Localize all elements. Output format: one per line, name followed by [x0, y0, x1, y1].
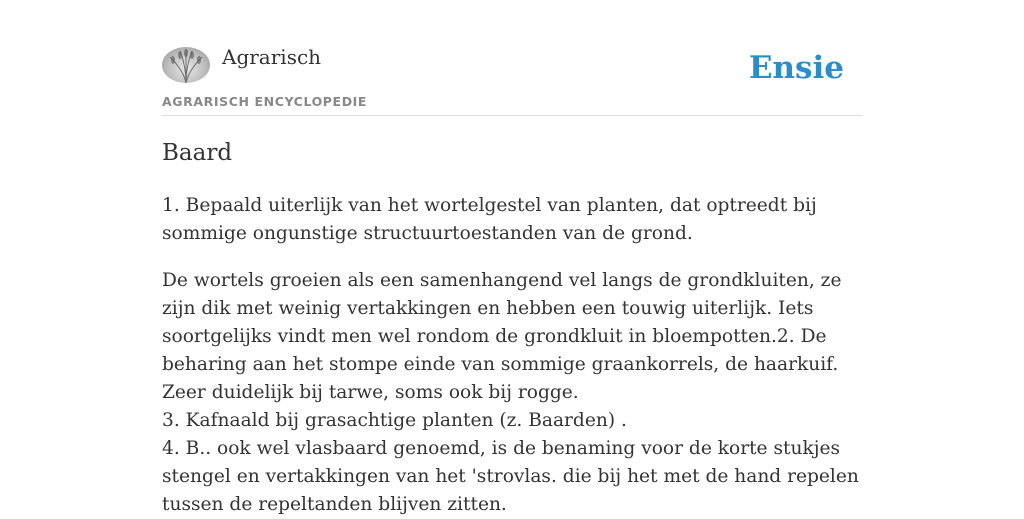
site-header — [162, 0, 862, 116]
article-paragraph: 1. Bepaald uiterlijk van het wortelgestel van planten, dat optreedt bij sommige ongunstige structuurtoestanden van de grond. — [162, 195, 817, 244]
ensie-logo[interactable]: Ensie — [748, 50, 844, 86]
article-paragraph — [162, 267, 862, 519]
article-text: De wortels groeien als een samenhangend vel langs de grondkluiten, ze zijn dik met weinig vertakkingen en hebben een touwig uiterlijk. Iets soortgelijks vindt men wel rondom de grondkluit in bloempotten.2. De beharing aan het stompe einde van sommige graankorrels, de haarkuif. Zeer duidelijk bij tarwe, soms ook bij rogge. — [162, 270, 842, 403]
site-name[interactable]: Agrarisch — [222, 45, 322, 69]
site-subtitle[interactable]: AGRARISCH ENCYCLOPEDIE — [162, 94, 368, 109]
wheat-icon[interactable] — [162, 47, 210, 83]
page-container — [162, 0, 862, 515]
page-title: Baard — [162, 140, 233, 166]
article-body — [162, 192, 862, 519]
article-text: 3. Kafnaald bij grasachtige planten (z. Baarden) . — [162, 410, 627, 431]
article-text: 4. B.. ook wel vlasbaard genoemd, is de benaming voor de korte stukjes stengel en vertakkingen van het 'strovlas. die bij het met de hand repelen tussen de repeltanden blijven zitten. — [162, 438, 859, 515]
